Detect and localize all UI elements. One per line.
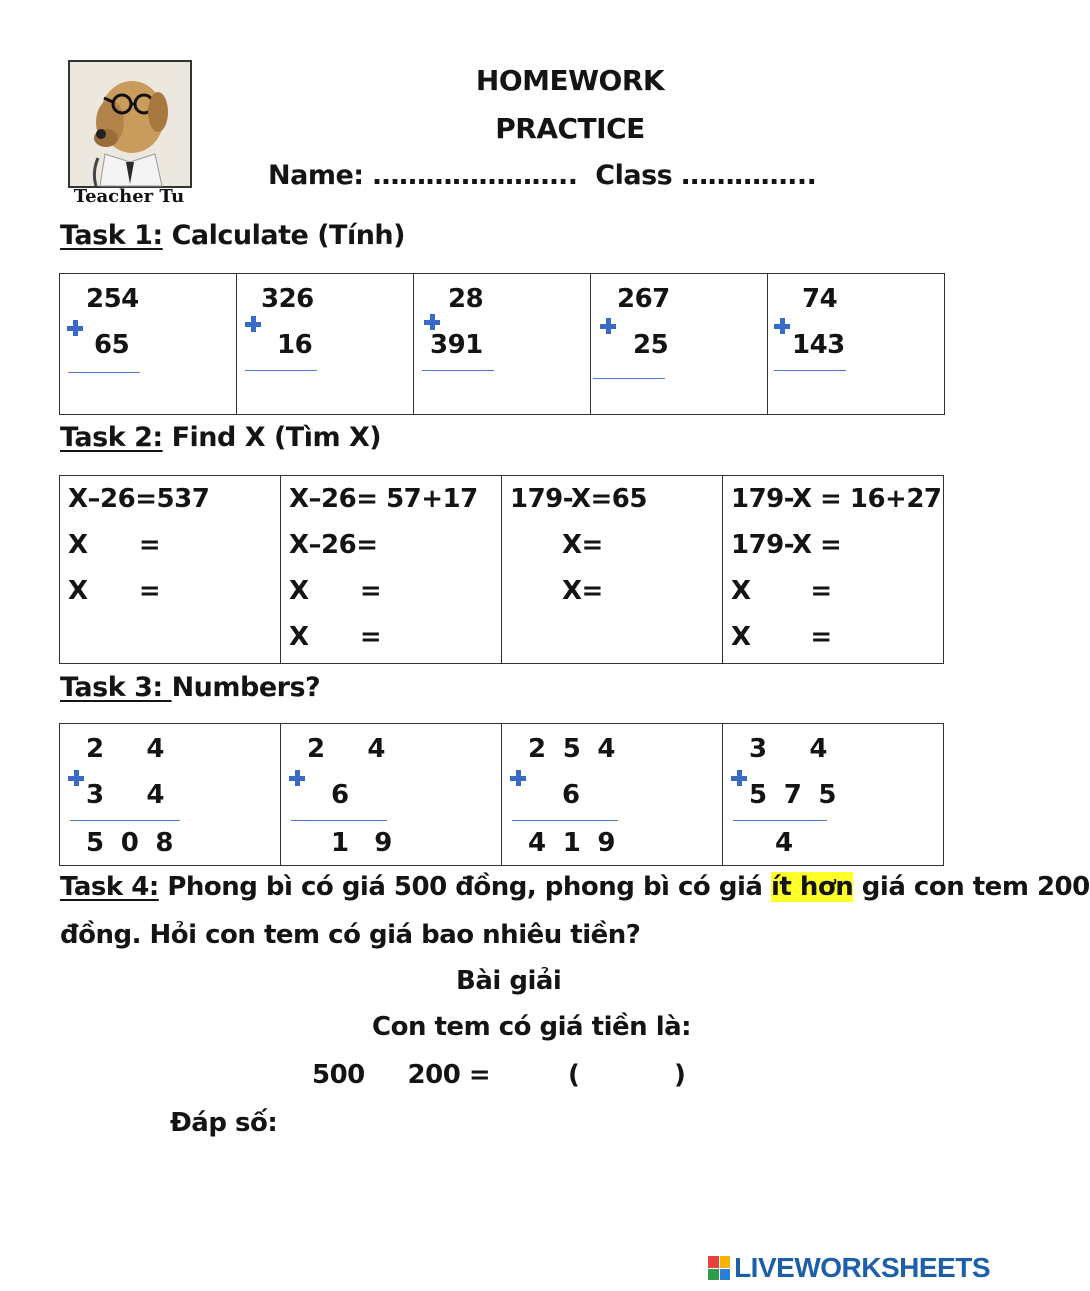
equation-line: 179-X = xyxy=(731,530,842,560)
plus-icon xyxy=(731,770,747,786)
sum-line xyxy=(733,820,827,821)
digits-result: 5 0 8 xyxy=(86,828,173,858)
task2-problem xyxy=(723,476,944,664)
task1-problem xyxy=(414,274,591,415)
task1-heading xyxy=(60,220,405,251)
task1-problem xyxy=(591,274,768,415)
plus-icon xyxy=(67,320,83,336)
class-field-label[interactable]: Class …………... xyxy=(595,160,817,191)
task2-problem xyxy=(502,476,723,664)
unit-paren-open: ( xyxy=(568,1060,580,1090)
plus-icon xyxy=(245,316,261,332)
digits-top: 3 4 xyxy=(749,734,827,764)
digits-middle: 3 4 xyxy=(86,780,164,810)
task3-problem xyxy=(281,724,502,866)
equation-line: X–26= xyxy=(289,530,378,560)
task1-problem xyxy=(768,274,945,415)
dog-doctor-icon xyxy=(70,62,190,186)
logo-caption: Teacher Tu xyxy=(73,186,185,207)
digits-top: 2 5 4 xyxy=(528,734,615,764)
task4-question-line1 xyxy=(60,872,1090,902)
task3-problem xyxy=(723,724,944,866)
equation-line: 179-X = 16+27 xyxy=(731,484,942,514)
sum-line xyxy=(512,820,618,821)
equation-line: X = xyxy=(731,576,832,606)
task4-label: Task 4: xyxy=(60,872,159,902)
title-homework: HOMEWORK xyxy=(475,64,665,97)
name-class-line xyxy=(268,160,816,191)
digits-middle: 6 xyxy=(331,780,349,810)
liveworksheets-brand: LIVEWORKSHEETS xyxy=(734,1252,990,1283)
equation-line: X = xyxy=(68,530,161,560)
addend-top: 326 xyxy=(261,284,314,314)
answer-line[interactable] xyxy=(68,372,140,373)
sum-line xyxy=(70,820,180,821)
answer-line[interactable] xyxy=(245,370,317,371)
task3-problem xyxy=(60,724,281,866)
name-field-label[interactable]: Name: ………………….. xyxy=(268,160,578,191)
task1-label: Task 1: xyxy=(60,220,163,251)
task4-text-after: giá con tem 200 xyxy=(853,872,1090,902)
equation-line: X = xyxy=(289,622,382,652)
task4-text-before: Phong bì có giá 500 đồng, phong bì có giá xyxy=(167,872,771,902)
addend-bottom: 25 xyxy=(633,330,669,360)
digits-result: 1 9 xyxy=(331,828,392,858)
answer-line[interactable] xyxy=(774,370,846,371)
digits-result: 4 1 9 xyxy=(528,828,615,858)
equation-line: X= xyxy=(562,530,603,560)
task2-title: Find X (Tìm X) xyxy=(171,422,382,453)
task3-problem xyxy=(502,724,723,866)
task1-title: Calculate (Tính) xyxy=(171,220,405,251)
unit-paren-close: ) xyxy=(674,1060,686,1090)
addend-bottom: 65 xyxy=(94,330,130,360)
task2-table xyxy=(59,475,944,664)
task1-table xyxy=(59,273,945,415)
task1-problem xyxy=(237,274,414,415)
solution-title: Bài giải xyxy=(456,966,562,996)
digits-middle: 6 xyxy=(562,780,580,810)
addend-top: 28 xyxy=(448,284,484,314)
plus-icon xyxy=(510,770,526,786)
addend-top: 74 xyxy=(802,284,838,314)
digits-top: 2 4 xyxy=(86,734,164,764)
equation-line: X= xyxy=(562,576,603,606)
digits-top: 2 4 xyxy=(307,734,385,764)
equation-line: X–26=537 xyxy=(68,484,210,514)
answer-label: Đáp số: xyxy=(170,1108,278,1138)
addend-bottom: 391 xyxy=(430,330,483,360)
task3-heading xyxy=(60,672,320,703)
task1-problem xyxy=(60,274,237,415)
addend-bottom: 16 xyxy=(277,330,313,360)
task2-heading xyxy=(60,422,381,453)
task2-label: Task 2: xyxy=(60,422,163,453)
title-practice: PRACTICE xyxy=(495,112,645,145)
liveworksheets-logo xyxy=(708,1252,990,1284)
addend-bottom: 143 xyxy=(792,330,845,360)
sum-line xyxy=(291,820,387,821)
solution-intro: Con tem có giá tiền là: xyxy=(372,1012,692,1042)
addend-top: 267 xyxy=(617,284,670,314)
digits-middle: 5 7 5 xyxy=(749,780,836,810)
equation-line: X–26= 57+17 xyxy=(289,484,478,514)
plus-icon xyxy=(68,770,84,786)
task3-table xyxy=(59,723,944,866)
task4-question-line2: đồng. Hỏi con tem có giá bao nhiêu tiền? xyxy=(60,920,641,950)
digits-result: 4 xyxy=(775,828,793,858)
plus-icon xyxy=(600,318,616,334)
task3-title: Numbers? xyxy=(171,672,321,703)
teacher-dog-logo xyxy=(68,60,192,188)
task2-problem xyxy=(60,476,281,664)
equation-line: X = xyxy=(731,622,832,652)
plus-icon xyxy=(774,318,790,334)
answer-line[interactable] xyxy=(422,370,494,371)
equation-line: X = xyxy=(289,576,382,606)
highlight-phrase: ít hơn xyxy=(770,872,854,902)
equation-line: 179-X=65 xyxy=(510,484,647,514)
plus-icon xyxy=(424,314,440,330)
task2-problem xyxy=(281,476,502,664)
answer-line[interactable] xyxy=(593,378,665,379)
solution-equation: 500 200 = xyxy=(312,1060,491,1090)
addend-top: 254 xyxy=(86,284,139,314)
liveworksheets-icon xyxy=(708,1256,730,1280)
equation-line: X = xyxy=(68,576,161,606)
task3-label: Task 3: xyxy=(60,672,163,703)
plus-icon xyxy=(289,770,305,786)
